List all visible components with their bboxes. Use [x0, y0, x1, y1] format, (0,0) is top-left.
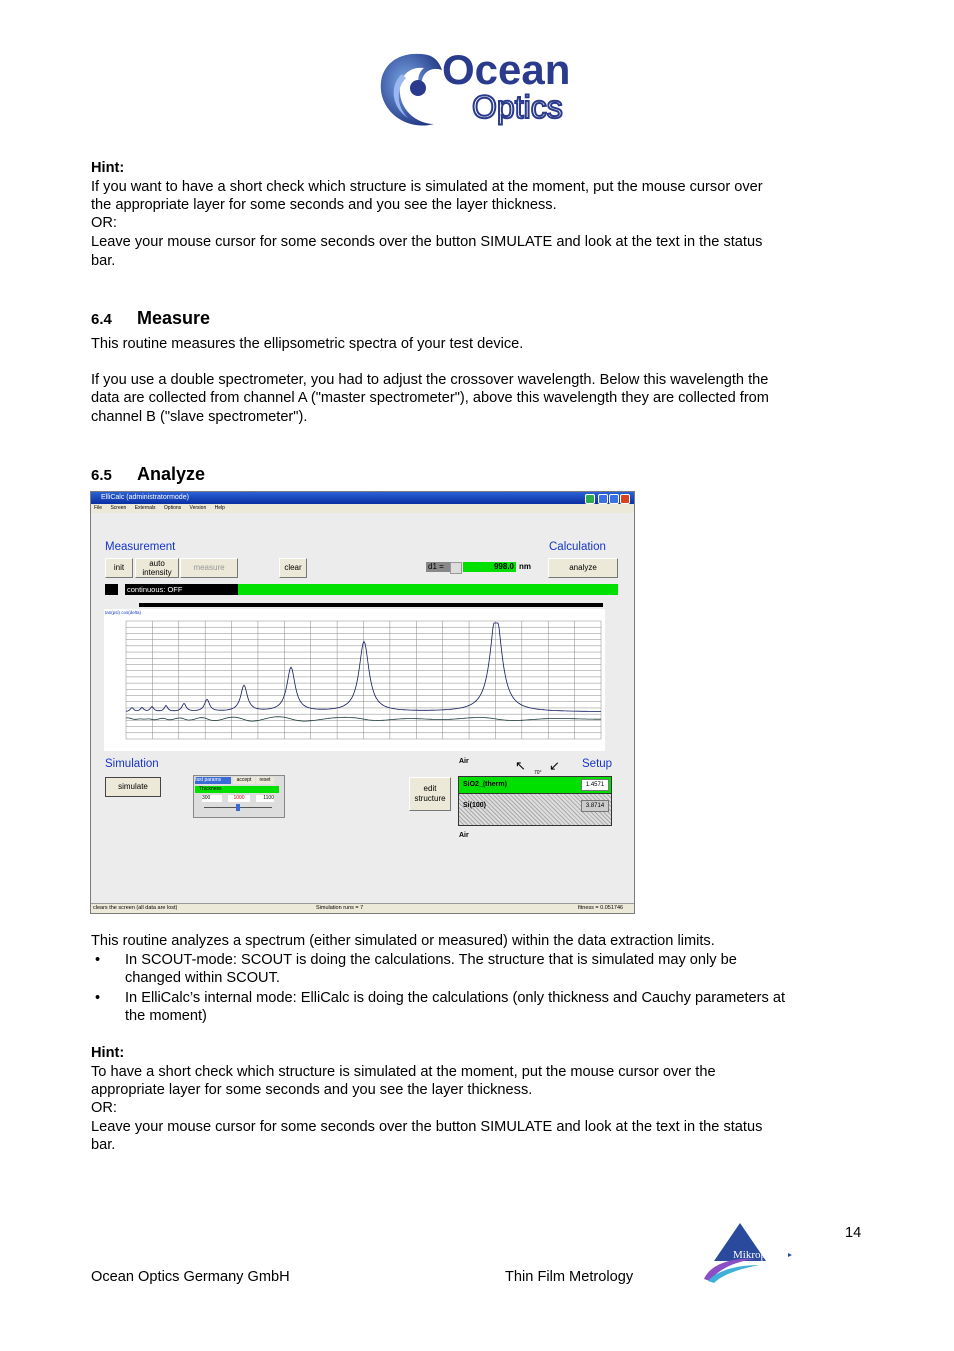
ellicalc-screenshot [90, 491, 635, 914]
mikropack-logo [700, 1221, 796, 1283]
progress-bar [238, 584, 618, 595]
list-item: In SCOUT-mode: SCOUT is doing the calculations. The structure that is simulated may only be [125, 952, 737, 968]
ambient-bottom-label: Air [459, 832, 469, 839]
hint-text: OR: [91, 1100, 117, 1116]
d1-unit: nm [519, 562, 531, 571]
thickness-min[interactable]: 300 [202, 795, 222, 802]
window-title: ElliCalc (administratormode) [101, 494, 189, 501]
reset-button[interactable]: reset [256, 777, 274, 784]
hint-text: If you want to have a short check which structure is simulated at the moment, put the mouse cursor over [91, 179, 763, 195]
menu-item-help[interactable]: Help [214, 505, 225, 511]
menu-item-version[interactable]: Version [189, 505, 207, 511]
section-heading-analyze [91, 464, 205, 485]
simulation-label: Simulation [105, 758, 159, 770]
hint-text: the appropriate layer for some seconds and you see the layer thickness. [91, 197, 557, 213]
hint-text: bar. [91, 253, 116, 269]
bullet-icon: • [95, 952, 101, 968]
angle-label: 70° [534, 770, 542, 776]
button-label: edit [423, 784, 437, 793]
layer-n-value[interactable]: 1.4571 [581, 779, 609, 791]
calculation-label: Calculation [549, 541, 606, 553]
analyze-button[interactable]: analyze [548, 558, 618, 578]
init-button[interactable]: init [105, 558, 133, 578]
status-indicator [105, 584, 118, 595]
section-title: Measure [137, 308, 211, 328]
list-item: the moment) [125, 1008, 207, 1024]
thickness-param[interactable]: Thickness [195, 786, 279, 793]
layer-name: Si(100) [463, 802, 486, 809]
section-number: 6.4 [91, 311, 112, 328]
status-hint: clears the screen (all data are lost) [93, 905, 178, 911]
clear-button[interactable]: clear [279, 558, 307, 578]
menu-item-screen[interactable]: Screen [110, 505, 127, 511]
status-bar [91, 903, 634, 913]
hint-text: Leave your mouse cursor for some seconds over the button SIMULATE and look at the text in the status [91, 234, 763, 250]
footer-company: Ocean Optics Germany GmbH [91, 1269, 290, 1285]
ocean-optics-logo [372, 44, 596, 134]
measurement-label: Measurement [105, 541, 176, 553]
button-label: structure [414, 794, 446, 803]
status-runs: Simulation runs = 7 [316, 905, 364, 911]
hint-text: Leave your mouse cursor for some seconds over the button SIMULATE and look at the text in the status [91, 1119, 763, 1135]
fit-params-dropdown[interactable]: fast params [195, 777, 231, 784]
incident-arrow-icon: ↖ [515, 758, 526, 773]
menu-item-file[interactable]: File [94, 505, 103, 511]
menu-item-options[interactable]: Options [163, 505, 182, 511]
thickness-value[interactable]: 1000 [228, 795, 250, 802]
hint-label: Hint: [91, 160, 125, 176]
paragraph: This routine measures the ellipsometric spectra of your test device. [91, 336, 524, 352]
thickness-slider-handle[interactable] [236, 804, 240, 811]
d1-spinner[interactable] [450, 562, 462, 574]
accept-button[interactable]: accept [233, 777, 255, 784]
hint-text: OR: [91, 215, 117, 231]
window-title-bar [91, 492, 634, 504]
section-title: Analyze [137, 464, 206, 484]
edit-structure-button[interactable] [409, 777, 451, 811]
footer-title: Thin Film Metrology [505, 1269, 634, 1285]
layer-si-substrate[interactable] [458, 793, 612, 826]
list-item: In ElliCalc’s internal mode: ElliCalc is doing the calculations (only thickness and Cauchy parameters at [125, 990, 786, 1006]
paragraph: This routine analyzes a spectrum (either simulated or measured) within the data extraction limits. [91, 933, 715, 949]
close-icon[interactable] [620, 494, 630, 504]
menu-item-externals[interactable]: Externals [134, 505, 156, 511]
reflected-arrow-icon: ↙ [549, 758, 560, 773]
menu-bar [91, 504, 634, 513]
simulate-button[interactable]: simulate [105, 777, 161, 797]
status-fitness: fitness = 0.051746 [578, 905, 624, 911]
logo-text-optics: Optics [472, 89, 563, 125]
button-label: intensity [142, 568, 172, 577]
d1-value: 998.0 [463, 562, 516, 572]
ambient-top-label: Air [459, 758, 469, 765]
mikropack-text: Mikropack [733, 1249, 782, 1261]
layer-name: SiO2_(therm) [463, 781, 507, 788]
bullet-icon: • [95, 990, 101, 1006]
y-axis-label: tan(psi) cos(delta) [105, 610, 142, 615]
hint-label: Hint: [91, 1045, 125, 1061]
spectrum-plot [104, 609, 605, 751]
paragraph: data are collected from channel A ("master spectrometer"), above this wavelength they are collected from [91, 390, 769, 406]
hint-text: appropriate layer for some seconds and you see the layer thickness. [91, 1082, 533, 1098]
setup-label: Setup [582, 758, 613, 770]
list-item: changed within SCOUT. [125, 970, 280, 986]
maximize-icon[interactable] [609, 494, 619, 504]
auto-intensity-button[interactable] [135, 558, 179, 578]
d1-label: d1 = [426, 562, 450, 572]
continuous-toggle[interactable]: continuous: OFF [125, 584, 240, 595]
paragraph: If you use a double spectrometer, you had to adjust the crossover wavelength. Below this wavelength the [91, 372, 769, 388]
extraction-range-bar [139, 603, 603, 607]
app-icon [585, 494, 595, 504]
paragraph: channel B ("slave spectrometer"). [91, 409, 308, 425]
section-number: 6.5 [91, 467, 112, 484]
section-heading-measure [91, 308, 210, 329]
hint-text: To have a short check which structure is simulated at the moment, put the mouse cursor over the [91, 1064, 716, 1080]
fit-parameters-panel [193, 775, 285, 818]
button-label: auto [149, 559, 165, 568]
page-number: 14 [845, 1225, 862, 1241]
thickness-max[interactable]: 1100 [256, 795, 274, 802]
minimize-icon[interactable] [598, 494, 608, 504]
logo-text-ocean: Ocean [442, 46, 571, 93]
layer-n-value[interactable]: 3.8714 [581, 800, 609, 812]
hint-text: bar. [91, 1137, 116, 1153]
wave-icon [381, 54, 442, 126]
measure-button[interactable]: measure [180, 558, 238, 578]
